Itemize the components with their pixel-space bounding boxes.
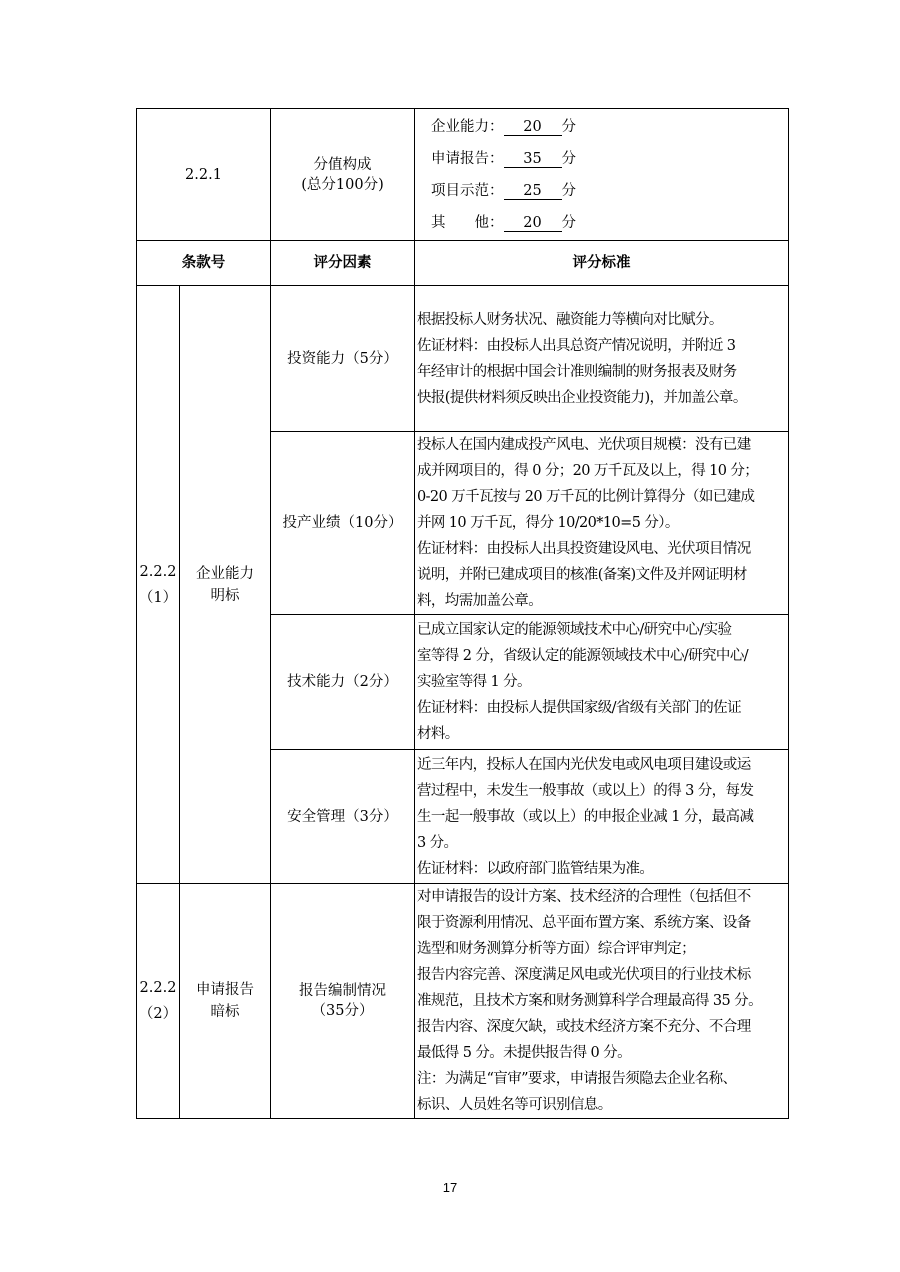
composition-items — [415, 109, 789, 241]
composition-item: 申请报告： 35 分 — [431, 150, 576, 167]
scoring-table — [136, 108, 789, 1119]
composition-clause: 2.2.1 — [137, 109, 271, 241]
composition-item: 项目示范： 25 分 — [431, 182, 576, 199]
composition-item: 企业能力： 20 分 — [431, 118, 576, 135]
composition-factor-name: 分值构成 — [313, 156, 372, 173]
header-criteria: 评分标准 — [415, 241, 789, 286]
criteria-cell: 投标人在国内建成投产风电、光伏项目规模：没有已建 成并网项目的，得 0 分；20 万千瓦及以上，得 10 分； 0-20 万千瓦按与 20 万千瓦的比例计算得分（如已建成 并网 10 万千瓦，得分 10/20*10=5 分）。 佐证材料：由投标人出具投资建设风电、光伏项目情况 说明，并附已建成项目的核准(备案)文件及并网证明材 料，均需加盖公章。 — [415, 432, 789, 615]
header-row — [137, 241, 789, 286]
factor-cell: 报告编制情况 （35分） — [271, 884, 415, 1119]
composition-item: 其 他： 20 分 — [431, 214, 576, 231]
table-row — [137, 884, 789, 1119]
composition-row — [137, 109, 789, 241]
composition-item-value: 20 — [504, 215, 562, 232]
table-row — [137, 286, 789, 432]
composition-item-value: 25 — [504, 183, 562, 200]
group1-category: 企业能力 明标 — [180, 286, 271, 884]
composition-item-value: 35 — [504, 151, 562, 168]
criteria-cell: 已成立国家认定的能源领域技术中心/研究中心/实验 室等得 2 分，省级认定的能源领域技术中心/研究中心/ 实验室等得 1 分。 佐证材料：由投标人提供国家级/省级有关部门的佐证 材料。 — [415, 615, 789, 750]
factor-cell: 技术能力（2分） — [271, 615, 415, 750]
group1-clause: 2.2.2 （1） — [137, 286, 180, 884]
composition-factor-total: (总分100分) — [301, 176, 384, 193]
composition-item-value: 20 — [504, 119, 562, 136]
header-clause: 条款号 — [137, 241, 271, 286]
group2-category: 申请报告 暗标 — [180, 884, 271, 1119]
criteria-cell: 近三年内，投标人在国内光伏发电或风电项目建设或运 营过程中，未发生一般事故（或以上）的得 3 分，每发 生一起一般事故（或以上）的申报企业减 1 分，最高减 3 分。 佐证材料：以政府部门监管结果为准。 — [415, 750, 789, 884]
criteria-cell: 对申请报告的设计方案、技术经济的合理性（包括但不 限于资源利用情况、总平面布置方案、系统方案、设备 选型和财务测算分析等方面）综合评审判定； 报告内容完善、深度满足风电或光伏项目的行业技术标 准规范，且技术方案和财务测算科学合理最高得 35 分。 报告内容、深度欠缺，或技术经济方案不充分、不合理 最低得 5 分。未提供报告得 0 分。 注：为满足“盲审”要求，申请报告须隐去企业名称、 标识、人员姓名等可识别信息。 — [415, 884, 789, 1119]
factor-cell: 投产业绩（10分） — [271, 432, 415, 615]
group2-clause: 2.2.2 （2） — [137, 884, 180, 1119]
factor-cell: 投资能力（5分） — [271, 286, 415, 432]
page-number: 17 — [442, 1180, 458, 1195]
composition-factor — [271, 109, 415, 241]
factor-cell: 安全管理（3分） — [271, 750, 415, 884]
criteria-cell: 根据投标人财务状况、融资能力等横向对比赋分。 佐证材料：由投标人出具总资产情况说明，并附近 3 年经审计的根据中国会计准则编制的财务报表及财务 快报(提供材料须反映出企业投资能力)，并加盖公章。 — [415, 286, 789, 432]
header-factor: 评分因素 — [271, 241, 415, 286]
